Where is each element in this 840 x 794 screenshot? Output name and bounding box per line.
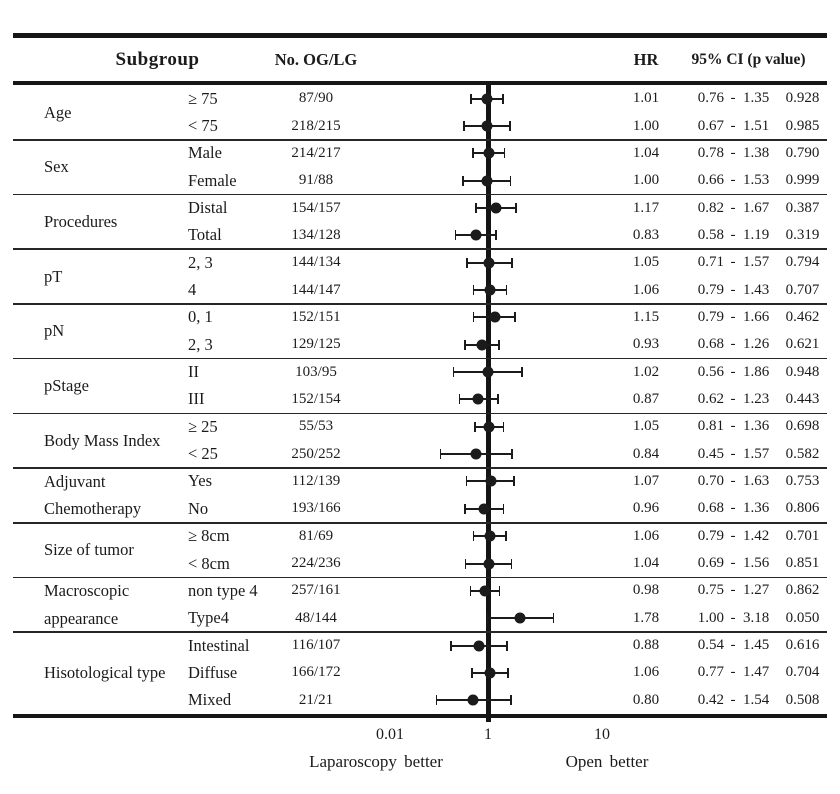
- ci-dash: -: [730, 199, 736, 216]
- ci-high-value: 1.86: [743, 363, 770, 380]
- forest-row: [183, 440, 827, 467]
- subgroup-section-macroscopic-appearance: [13, 577, 827, 632]
- subgroup-rows: [183, 194, 827, 249]
- subgroup-section-age: [13, 85, 827, 140]
- subgroup-section-pn: [13, 304, 827, 359]
- forest-row: [183, 358, 827, 385]
- plot-cell: [360, 577, 622, 604]
- p-value: 0.443: [785, 390, 820, 407]
- p-value: 0.753: [785, 472, 820, 489]
- ci-high-value: 1.43: [743, 281, 770, 298]
- level-label: 0, 1: [188, 307, 213, 327]
- ci-dash: -: [730, 363, 736, 380]
- count-og-lg: 116/107: [291, 637, 341, 654]
- ci-dash: -: [730, 582, 736, 599]
- level-label: II: [188, 362, 199, 382]
- forest-row: [183, 331, 827, 358]
- column-header-no-og-lg: No. OG/LG: [274, 49, 358, 69]
- ci-dash: -: [730, 390, 736, 407]
- forest-row: [183, 85, 827, 112]
- hr-point-marker: [484, 531, 495, 542]
- count-og-lg: 224/236: [291, 555, 341, 572]
- ci-dash: -: [730, 445, 736, 462]
- ci-low-value: 1.00: [697, 609, 724, 626]
- ci-low-value: 0.76: [697, 90, 724, 107]
- count-og-lg: 144/134: [291, 254, 341, 271]
- hr-value: 1.04: [632, 555, 660, 572]
- forest-row: [183, 167, 827, 194]
- hr-value: 0.96: [632, 500, 660, 517]
- forest-row: [183, 413, 827, 440]
- table-header: [13, 38, 827, 81]
- p-value: 0.790: [785, 144, 820, 161]
- forest-row: [183, 249, 827, 276]
- plot-cell: [360, 413, 622, 440]
- hr-point-marker: [480, 585, 491, 596]
- hr-value: 1.05: [632, 418, 660, 435]
- ci-low-value: 0.82: [697, 199, 724, 216]
- subgroup-section-pt: [13, 249, 827, 304]
- level-label: Yes: [188, 471, 213, 491]
- p-value: 0.851: [785, 555, 820, 572]
- ci-low-value: 0.79: [697, 308, 724, 325]
- ci-high-value: 1.66: [743, 308, 770, 325]
- ci-dash: -: [730, 609, 736, 626]
- plot-cell: [360, 468, 622, 495]
- ci-low-value: 0.67: [697, 117, 724, 134]
- axis-label-laparoscopy-better: Laparoscopy better: [309, 752, 443, 771]
- ci-low-value: 0.68: [697, 336, 724, 353]
- hr-value: 1.17: [632, 199, 660, 216]
- hr-value: 1.04: [632, 144, 660, 161]
- plot-cell: [360, 358, 622, 385]
- plot-cell: [360, 659, 622, 686]
- subgroup-rows: [183, 304, 827, 359]
- subgroup-rows: [183, 468, 827, 523]
- ci-high-value: 1.63: [743, 472, 770, 489]
- subgroup-section-size-of-tumor: [13, 523, 827, 578]
- hr-value: 0.88: [632, 637, 660, 654]
- p-value: 0.698: [785, 418, 820, 435]
- hr-value: 1.02: [632, 363, 660, 380]
- ci-dash: -: [730, 336, 736, 353]
- p-value: 0.948: [785, 363, 820, 380]
- hr-value: 1.78: [632, 609, 660, 626]
- level-label: Male: [188, 143, 222, 163]
- plot-cell: [360, 687, 622, 714]
- hr-point-marker: [483, 558, 494, 569]
- p-value: 0.928: [785, 90, 820, 107]
- hr-point-marker: [484, 421, 495, 432]
- subgroup-section-procedures: [13, 194, 827, 249]
- axis-tick-10: 10: [594, 726, 610, 743]
- hr-point-marker: [482, 367, 493, 378]
- forest-row: [183, 140, 827, 167]
- ci-high-value: 1.57: [743, 254, 770, 271]
- p-value: 0.621: [785, 336, 820, 353]
- ci-high-value: 1.57: [743, 445, 770, 462]
- p-value: 0.387: [785, 199, 820, 216]
- forest-row: [183, 495, 827, 522]
- ci-high-value: 1.27: [743, 582, 770, 599]
- hr-value: 1.06: [632, 664, 660, 681]
- ci-dash: -: [730, 90, 736, 107]
- ci-low-value: 0.78: [697, 144, 724, 161]
- column-header-subgroup: Subgroup: [115, 48, 200, 70]
- level-label: < 25: [188, 444, 218, 464]
- hr-value: 0.84: [632, 445, 660, 462]
- ci-high-value: 1.45: [743, 637, 770, 654]
- level-label: ≥ 75: [188, 88, 218, 108]
- forest-row: [183, 276, 827, 303]
- subgroup-label: Sex: [44, 157, 69, 177]
- axis-label-open-better: Open better: [565, 752, 649, 771]
- hr-value: 0.83: [632, 226, 660, 243]
- forest-row: [183, 605, 827, 632]
- count-og-lg: 129/125: [291, 336, 341, 353]
- ci-high-value: 1.53: [743, 172, 770, 189]
- forest-row: [183, 577, 827, 604]
- ci-low-value: 0.69: [697, 555, 724, 572]
- p-value: 0.050: [785, 609, 820, 626]
- hr-value: 0.80: [632, 691, 660, 708]
- count-og-lg: 91/88: [298, 172, 334, 189]
- count-og-lg: 87/90: [298, 90, 334, 107]
- level-label: < 8cm: [188, 553, 230, 573]
- subgroup-rows: [183, 577, 827, 632]
- subgroup-rows: [183, 85, 827, 140]
- forest-row: [183, 112, 827, 139]
- p-value: 0.707: [785, 281, 820, 298]
- subgroup-rows: [183, 249, 827, 304]
- subgroup-section-sex: [13, 140, 827, 195]
- ci-high-value: 1.56: [743, 555, 770, 572]
- ci-low-value: 0.75: [697, 582, 724, 599]
- ci-dash: -: [730, 172, 736, 189]
- level-label: ≥ 8cm: [188, 526, 230, 546]
- hr-point-marker: [490, 203, 501, 214]
- level-label: Diffuse: [188, 662, 238, 682]
- count-og-lg: 144/147: [291, 281, 341, 298]
- hr-value: 1.06: [632, 527, 660, 544]
- ci-low-value: 0.70: [697, 472, 724, 489]
- ci-high-value: 1.42: [743, 527, 770, 544]
- p-value: 0.704: [785, 664, 820, 681]
- hr-point-marker: [489, 312, 500, 323]
- subgroup-rows: [183, 140, 827, 195]
- plot-cell: [360, 112, 622, 139]
- subgroup-label: pN: [44, 321, 65, 341]
- hr-point-marker: [470, 230, 481, 241]
- hr-value: 0.87: [632, 390, 660, 407]
- count-og-lg: 112/139: [291, 472, 341, 489]
- ci-high-value: 1.38: [743, 144, 770, 161]
- level-label: 2, 3: [188, 334, 213, 354]
- forest-row: [183, 194, 827, 221]
- ci-high-value: 1.23: [743, 390, 770, 407]
- plot-cell: [360, 331, 622, 358]
- forest-row: [183, 687, 827, 714]
- p-value: 0.701: [785, 527, 820, 544]
- ci-dash: -: [730, 308, 736, 325]
- ci-dash: -: [730, 637, 736, 654]
- level-label: 4: [188, 280, 197, 300]
- ci-dash: -: [730, 117, 736, 134]
- hr-value: 1.07: [632, 472, 660, 489]
- hr-point-marker: [485, 476, 496, 487]
- ci-low-value: 0.42: [697, 691, 724, 708]
- plot-cell: [360, 276, 622, 303]
- hr-point-marker: [474, 640, 485, 651]
- hr-point-marker: [483, 148, 494, 159]
- table-body: [13, 85, 827, 714]
- subgroup-rows: [183, 358, 827, 413]
- ci-high-value: 1.67: [743, 199, 770, 216]
- count-og-lg: 166/172: [291, 664, 341, 681]
- plot-cell: [360, 167, 622, 194]
- ci-dash: -: [730, 226, 736, 243]
- forest-row: [183, 222, 827, 249]
- ci-dash: -: [730, 500, 736, 517]
- p-value: 0.985: [785, 117, 820, 134]
- count-og-lg: 214/217: [291, 144, 341, 161]
- forest-row: [183, 632, 827, 659]
- forest-row: [183, 659, 827, 686]
- subgroup-label: pStage: [44, 376, 89, 396]
- forest-row: [183, 550, 827, 577]
- hr-point-marker: [479, 503, 490, 514]
- ci-low-value: 0.77: [697, 664, 724, 681]
- count-og-lg: 257/161: [291, 582, 341, 599]
- ci-high-value: 1.47: [743, 664, 770, 681]
- p-value: 0.462: [785, 308, 820, 325]
- subgroup-label: Hisotological type: [44, 663, 166, 683]
- hr-value: 1.15: [632, 308, 660, 325]
- ci-high-value: 1.54: [743, 691, 770, 708]
- plot-cell: [360, 194, 622, 221]
- subgroup-rows: [183, 523, 827, 578]
- ci-dash: -: [730, 144, 736, 161]
- subgroup-section-adjuvant-chemotherapy: [13, 468, 827, 523]
- count-og-lg: 154/157: [291, 199, 341, 216]
- level-label: Intestinal: [188, 635, 250, 655]
- ci-low-value: 0.54: [697, 637, 724, 654]
- subgroup-section-body-mass-index: [13, 413, 827, 468]
- forest-row: [183, 386, 827, 413]
- level-label: < 75: [188, 116, 218, 136]
- count-og-lg: 21/21: [298, 691, 334, 708]
- ci-low-value: 0.79: [697, 281, 724, 298]
- p-value: 0.582: [785, 445, 820, 462]
- plot-cell: [360, 386, 622, 413]
- p-value: 0.862: [785, 582, 820, 599]
- hr-point-marker: [481, 175, 492, 186]
- hr-point-marker: [468, 695, 479, 706]
- hr-point-marker: [515, 613, 526, 624]
- ci-low-value: 0.45: [697, 445, 724, 462]
- ci-high-value: 1.36: [743, 500, 770, 517]
- hr-point-marker: [484, 285, 495, 296]
- ci-high-value: 1.26: [743, 336, 770, 353]
- p-value: 0.999: [785, 172, 820, 189]
- count-og-lg: 134/128: [291, 226, 341, 243]
- axis-tick-1: 1: [484, 726, 492, 743]
- hr-point-marker: [473, 394, 484, 405]
- hr-value: 0.93: [632, 336, 660, 353]
- plot-cell: [360, 550, 622, 577]
- count-og-lg: 48/144: [295, 609, 337, 626]
- x-axis: [0, 714, 840, 794]
- ci-high-value: 1.51: [743, 117, 770, 134]
- level-label: No: [188, 498, 209, 518]
- level-label: Distal: [188, 198, 228, 218]
- subgroup-rows: [183, 413, 827, 468]
- count-og-lg: 55/53: [298, 418, 334, 435]
- p-value: 0.508: [785, 691, 820, 708]
- subgroup-section-hisotological-type: [13, 632, 827, 714]
- forest-row: [183, 468, 827, 495]
- ci-dash: -: [730, 281, 736, 298]
- forest-row: [183, 304, 827, 331]
- level-label: III: [188, 389, 205, 409]
- hr-point-marker: [477, 339, 488, 350]
- ci-low-value: 0.66: [697, 172, 724, 189]
- count-og-lg: 250/252: [291, 445, 341, 462]
- plot-cell: [360, 495, 622, 522]
- ci-low-value: 0.81: [697, 418, 724, 435]
- plot-cell: [360, 304, 622, 331]
- hr-value: 1.00: [632, 172, 660, 189]
- count-og-lg: 81/69: [298, 527, 334, 544]
- count-og-lg: 152/151: [291, 308, 341, 325]
- p-value: 0.616: [785, 637, 820, 654]
- subgroup-label: Macroscopic appearance: [44, 581, 130, 628]
- plot-cell: [360, 85, 622, 112]
- ci-dash: -: [730, 472, 736, 489]
- plot-cell: [360, 222, 622, 249]
- ci-dash: -: [730, 527, 736, 544]
- hr-value: 1.01: [632, 90, 660, 107]
- ci-dash: -: [730, 664, 736, 681]
- p-value: 0.794: [785, 254, 820, 271]
- count-og-lg: 103/95: [295, 363, 337, 380]
- hr-value: 1.05: [632, 254, 660, 271]
- p-value: 0.319: [785, 226, 820, 243]
- subgroup-label: Procedures: [44, 212, 118, 232]
- hr-point-marker: [471, 449, 482, 460]
- subgroup-label: Adjuvant Chemotherapy: [44, 471, 142, 519]
- level-label: ≥ 25: [188, 416, 218, 436]
- subgroup-label: Size of tumor: [44, 540, 134, 560]
- plot-cell: [360, 632, 622, 659]
- hr-point-marker: [484, 667, 495, 678]
- plot-cell: [360, 140, 622, 167]
- ci-low-value: 0.62: [697, 390, 724, 407]
- p-value: 0.806: [785, 500, 820, 517]
- ci-low-value: 0.68: [697, 500, 724, 517]
- subgroup-section-pstage: [13, 358, 827, 413]
- ci-high-value: 1.35: [743, 90, 770, 107]
- hr-value: 1.00: [632, 117, 660, 134]
- ci-low-value: 0.71: [697, 254, 724, 271]
- hr-point-marker: [482, 93, 493, 104]
- ci-dash: -: [730, 418, 736, 435]
- column-header-ci-p: 95% CI (p value): [691, 50, 806, 68]
- ci-dash: -: [730, 254, 736, 271]
- hr-point-marker: [481, 121, 492, 132]
- level-label: 2, 3: [188, 252, 213, 272]
- plot-cell: [360, 440, 622, 467]
- hr-value: 0.98: [632, 582, 660, 599]
- count-og-lg: 193/166: [291, 500, 341, 517]
- hr-point-marker: [484, 257, 495, 268]
- count-og-lg: 152/154: [291, 390, 341, 407]
- subgroup-label: pT: [44, 266, 63, 286]
- ci-low-value: 0.79: [697, 527, 724, 544]
- ci-high-value: 3.18: [743, 609, 770, 626]
- plot-cell: [360, 605, 622, 632]
- ci-high-value: 1.36: [743, 418, 770, 435]
- plot-cell: [360, 523, 622, 550]
- subgroup-rows: [183, 632, 827, 714]
- ci-high-value: 1.19: [743, 226, 770, 243]
- plot-cell: [360, 249, 622, 276]
- ci-dash: -: [730, 691, 736, 708]
- level-label: Total: [188, 225, 222, 245]
- level-label: non type 4: [188, 580, 258, 600]
- ci-low-value: 0.58: [697, 226, 724, 243]
- forest-row: [183, 523, 827, 550]
- count-og-lg: 218/215: [291, 117, 341, 134]
- level-label: Type4: [188, 608, 230, 628]
- subgroup-label: Body Mass Index: [44, 430, 161, 450]
- ci-dash: -: [730, 555, 736, 572]
- subgroup-label: Age: [44, 102, 72, 122]
- level-label: Female: [188, 170, 237, 190]
- hr-value: 1.06: [632, 281, 660, 298]
- column-header-hr: HR: [633, 49, 659, 69]
- level-label: Mixed: [188, 690, 232, 710]
- ci-low-value: 0.56: [697, 363, 724, 380]
- axis-tick-001: 0.01: [376, 726, 404, 743]
